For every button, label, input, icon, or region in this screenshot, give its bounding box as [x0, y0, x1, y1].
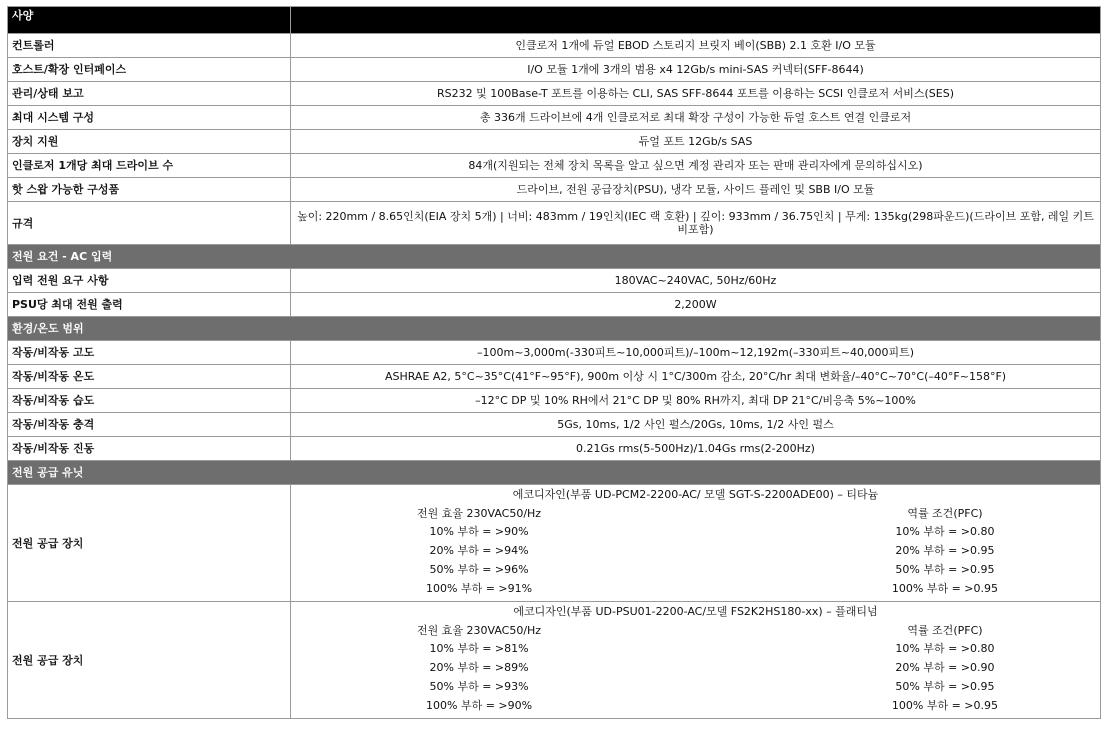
row-label: 인클로저 1개당 최대 드라이브 수: [8, 154, 291, 178]
pfc-value: 50% 부하 = >0.95: [895, 563, 995, 576]
table-row: [8, 82, 1101, 106]
table-row: [8, 106, 1101, 130]
row-label: 규격: [8, 202, 291, 245]
psu-title: 에코디자인(부품 UD-PSU01-2200-AC/모델 FS2K2HS180-xx) – 플래티넘: [513, 605, 878, 618]
table-row: [8, 58, 1101, 82]
efficiency-value: 100% 부하 = >91%: [426, 582, 533, 595]
efficiency-value: 50% 부하 = >96%: [429, 563, 529, 576]
table-row: [8, 293, 1101, 317]
efficiency-value: 20% 부하 = >89%: [429, 661, 529, 674]
efficiency-value: 100% 부하 = >90%: [426, 699, 533, 712]
section-header-row: [8, 245, 1101, 269]
table-row: [8, 154, 1101, 178]
pfc-header: 역률 조건(PFC): [907, 624, 983, 637]
row-label: 호스트/확장 인터페이스: [8, 58, 291, 82]
spec-table: [7, 6, 1101, 719]
header-label: 사양: [8, 7, 291, 34]
psu-row: [8, 602, 1101, 719]
efficiency-column: [417, 505, 541, 598]
psu-row: [8, 485, 1101, 602]
efficiency-value: 10% 부하 = >81%: [429, 642, 529, 655]
psu-title: 에코디자인(부품 UD-PCM2-2200-AC/ 모델 SGT-S-2200ADE00) – 티타늄: [512, 488, 879, 501]
table-row: [8, 365, 1101, 389]
header-value: [291, 7, 1101, 34]
pfc-header: 역률 조건(PFC): [907, 507, 983, 520]
row-value: –100m~3,000m(-330피트~10,000피트)/–100m~12,192m(–330피트~40,000피트): [291, 341, 1101, 365]
row-value: 2,200W: [291, 293, 1101, 317]
psu-label: 전원 공급 장치: [8, 602, 291, 719]
efficiency-value: 50% 부하 = >93%: [429, 680, 529, 693]
table-row: [8, 341, 1101, 365]
row-label: 핫 스왑 가능한 구성품: [8, 178, 291, 202]
efficiency-value: 20% 부하 = >94%: [429, 544, 529, 557]
row-value: 듀얼 포트 12Gb/s SAS: [291, 130, 1101, 154]
section-title-env: 환경/온도 범위: [8, 317, 1101, 341]
row-value: 인클로저 1개에 듀얼 EBOD 스토리지 브릿지 베이(SBB) 2.1 호환 I/O 모듈: [291, 34, 1101, 58]
psu-grid: [295, 505, 1096, 598]
row-label: 작동/비작동 진동: [8, 437, 291, 461]
row-value: ASHRAE A2, 5°C~35°C(41°F~95°F), 900m 이상 시 1°C/300m 감소, 20°C/hr 최대 변화율/–40°C~70°C(–40°F~158°F): [291, 365, 1101, 389]
row-value: 총 336개 드라이브에 4개 인클로저로 최대 확장 구성이 가능한 듀얼 호스트 연결 인클로저: [291, 106, 1101, 130]
row-value: 84개(지원되는 전체 장치 목록을 알고 싶으면 계정 관리자 또는 판매 관리자에게 문의하십시오): [291, 154, 1101, 178]
row-label: 작동/비작동 습도: [8, 389, 291, 413]
row-value: 높이: 220mm / 8.65인치(EIA 장치 5개) | 너비: 483mm / 19인치(IEC 랙 호환) | 깊이: 933mm / 36.75인치 | 무게: 135kg(298파운드)(드라이브 포함, 레일 키트 비포함): [291, 202, 1101, 245]
efficiency-header: 전원 효율 230VAC50/Hz: [417, 624, 542, 637]
section-title-power: 전원 요건 - AC 입력: [8, 245, 1101, 269]
section-header-row: [8, 317, 1101, 341]
psu-label: 전원 공급 장치: [8, 485, 291, 602]
row-label: 작동/비작동 충격: [8, 413, 291, 437]
row-value: –12°C DP 및 10% RH에서 21°C DP 및 80% RH까지, 최대 DP 21°C/비응축 5%~100%: [291, 389, 1101, 413]
row-label: PSU당 최대 전원 출력: [8, 293, 291, 317]
row-label: 작동/비작동 고도: [8, 341, 291, 365]
table-header-row: [8, 7, 1101, 34]
row-value: RS232 및 100Base-T 포트를 이용하는 CLI, SAS SFF-8644 포트를 이용하는 SCSI 인클로저 서비스(SES): [291, 82, 1101, 106]
table-row: [8, 413, 1101, 437]
row-label: 컨트롤러: [8, 34, 291, 58]
row-label: 최대 시스템 구성: [8, 106, 291, 130]
row-value: 0.21Gs rms(5-500Hz)/1.04Gs rms(2-200Hz): [291, 437, 1101, 461]
table-row: [8, 389, 1101, 413]
row-value: 5Gs, 10ms, 1/2 사인 펄스/20Gs, 10ms, 1/2 사인 펄스: [291, 413, 1101, 437]
row-value: I/O 모듈 1개에 3개의 범용 x4 12Gb/s mini-SAS 커넥터(SFF-8644): [291, 58, 1101, 82]
efficiency-value: 10% 부하 = >90%: [429, 525, 529, 538]
row-label: 장치 지원: [8, 130, 291, 154]
efficiency-column: [417, 622, 541, 715]
row-label: 관리/상태 보고: [8, 82, 291, 106]
pfc-value: 10% 부하 = >0.80: [895, 525, 995, 538]
psu-detail: [291, 602, 1101, 719]
psu-grid: [295, 622, 1096, 715]
row-label: 입력 전원 요구 사항: [8, 269, 291, 293]
section-header-row: [8, 461, 1101, 485]
pfc-value: 100% 부하 = >0.95: [891, 699, 998, 712]
row-value: 드라이브, 전원 공급장치(PSU), 냉각 모듈, 사이드 플레인 및 SBB I/O 모듈: [291, 178, 1101, 202]
table-row: [8, 178, 1101, 202]
row-value: 180VAC~240VAC, 50Hz/60Hz: [291, 269, 1101, 293]
table-row: [8, 202, 1101, 245]
psu-detail: [291, 485, 1101, 602]
table-row: [8, 269, 1101, 293]
pfc-value: 50% 부하 = >0.95: [895, 680, 995, 693]
pfc-column: [892, 505, 998, 598]
section-title-psu: 전원 공급 유닛: [8, 461, 1101, 485]
pfc-column: [892, 622, 998, 715]
row-label: 작동/비작동 온도: [8, 365, 291, 389]
table-row: [8, 34, 1101, 58]
pfc-value: 20% 부하 = >0.90: [895, 661, 995, 674]
pfc-value: 20% 부하 = >0.95: [895, 544, 995, 557]
efficiency-header: 전원 효율 230VAC50/Hz: [417, 507, 542, 520]
pfc-value: 100% 부하 = >0.95: [891, 582, 998, 595]
table-row: [8, 130, 1101, 154]
table-row: [8, 437, 1101, 461]
pfc-value: 10% 부하 = >0.80: [895, 642, 995, 655]
